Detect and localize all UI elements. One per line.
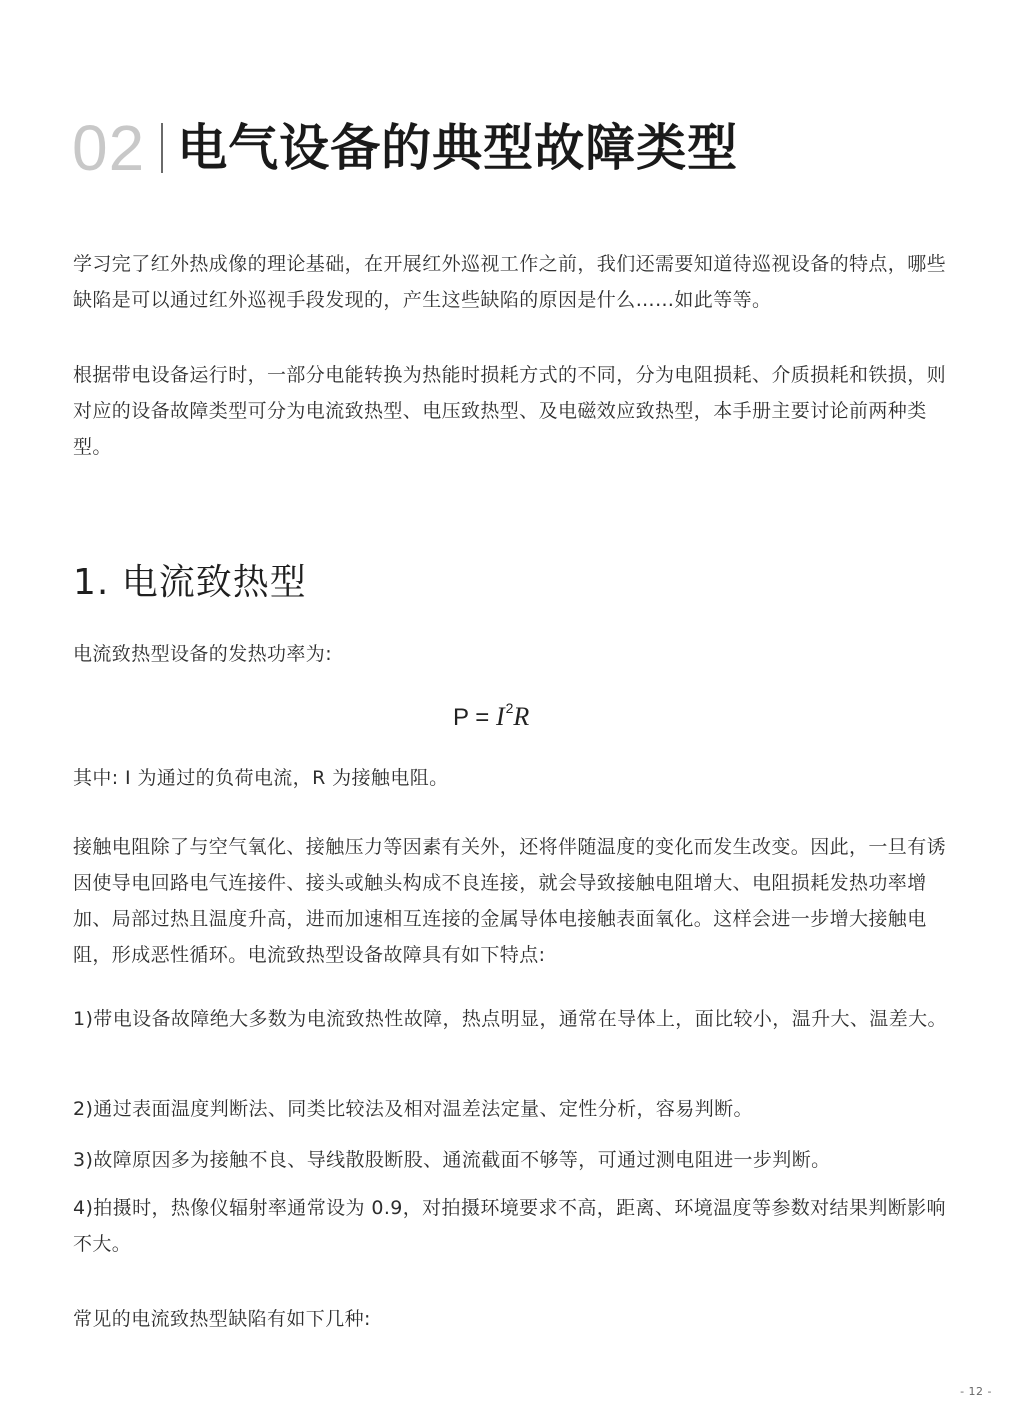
intro-text-2: 根据带电设备运行时，一部分电能转换为热能时损耗方式的不同，分为电阻损耗、介质损耗和铁损，则对应的设备故障类型可分为电流致热型、电压致热型、及电磁效应致热型，本手册主要讨论前两种类型。 <box>73 364 947 458</box>
intro-paragraph-1 <box>73 246 963 318</box>
feature-text: 1)带电设备故障绝大多数为电流致热性故障，热点明显，通常在导体上，面比较小，温升大、温差大。 <box>73 1008 947 1030</box>
chapter-title: 电气设备的典型故障类型 <box>177 119 739 177</box>
formula-resistance: R <box>513 702 530 731</box>
formula-current: I <box>495 702 505 731</box>
chapter-header <box>72 108 738 188</box>
feature-2 <box>73 1091 963 1127</box>
feature-4 <box>73 1190 963 1262</box>
feature-1 <box>73 1001 963 1037</box>
intro-paragraph-2 <box>73 357 963 465</box>
formula-where-text: 其中: I 为通过的负荷电流，R 为接触电阻。 <box>73 767 449 789</box>
explanation-text: 接触电阻除了与空气氧化、接触压力等因素有关外，还将伴随温度的变化而发生改变。因此，一旦有诱因使导电回路电气连接件、接头或触头构成不良连接，就会导致接触电阻增大、电阻损耗发热功率增加、局部过热且温度升高，进而加速相互连接的金属导体电接触表面氧化。这样会进一步增大接触电阻，形成恶性循环。电流致热型设备故障具有如下特点: <box>73 836 947 966</box>
feature-text: 4)拍摄时，热像仪辐射率通常设为 0.9，对拍摄环境要求不高，距离、环境温度等参数对结果判断影响不大。 <box>73 1197 946 1255</box>
common-defects-text: 常见的电流致热型缺陷有如下几种: <box>73 1308 371 1330</box>
feature-text: 2)通过表面温度判断法、同类比较法及相对温差法定量、定性分析，容易判断。 <box>73 1098 753 1120</box>
explanation-paragraph <box>73 829 963 973</box>
section-heading: 1. 电流致热型 <box>73 562 307 603</box>
chapter-number: 02 <box>72 112 146 184</box>
formula-where <box>73 760 963 796</box>
intro-text-1: 学习完了红外热成像的理论基础，在开展红外巡视工作之前，我们还需要知道待巡视设备的特点，哪些缺陷是可以通过红外巡视手段发现的，产生这些缺陷的原因是什么……如此等等。 <box>73 253 947 311</box>
chapter-divider <box>161 123 163 173</box>
power-intro <box>73 636 963 672</box>
power-formula <box>453 700 529 732</box>
power-intro-text: 电流致热型设备的发热功率为: <box>73 643 333 665</box>
common-defects-intro <box>73 1301 963 1337</box>
feature-3 <box>73 1142 963 1178</box>
formula-exponent: 2 <box>505 700 514 716</box>
feature-text: 3)故障原因多为接触不良、导线散股断股、通流截面不够等，可通过测电阻进一步判断。 <box>73 1149 831 1171</box>
formula-lhs: P = <box>453 704 490 731</box>
page-number: - 12 - <box>960 1385 992 1398</box>
